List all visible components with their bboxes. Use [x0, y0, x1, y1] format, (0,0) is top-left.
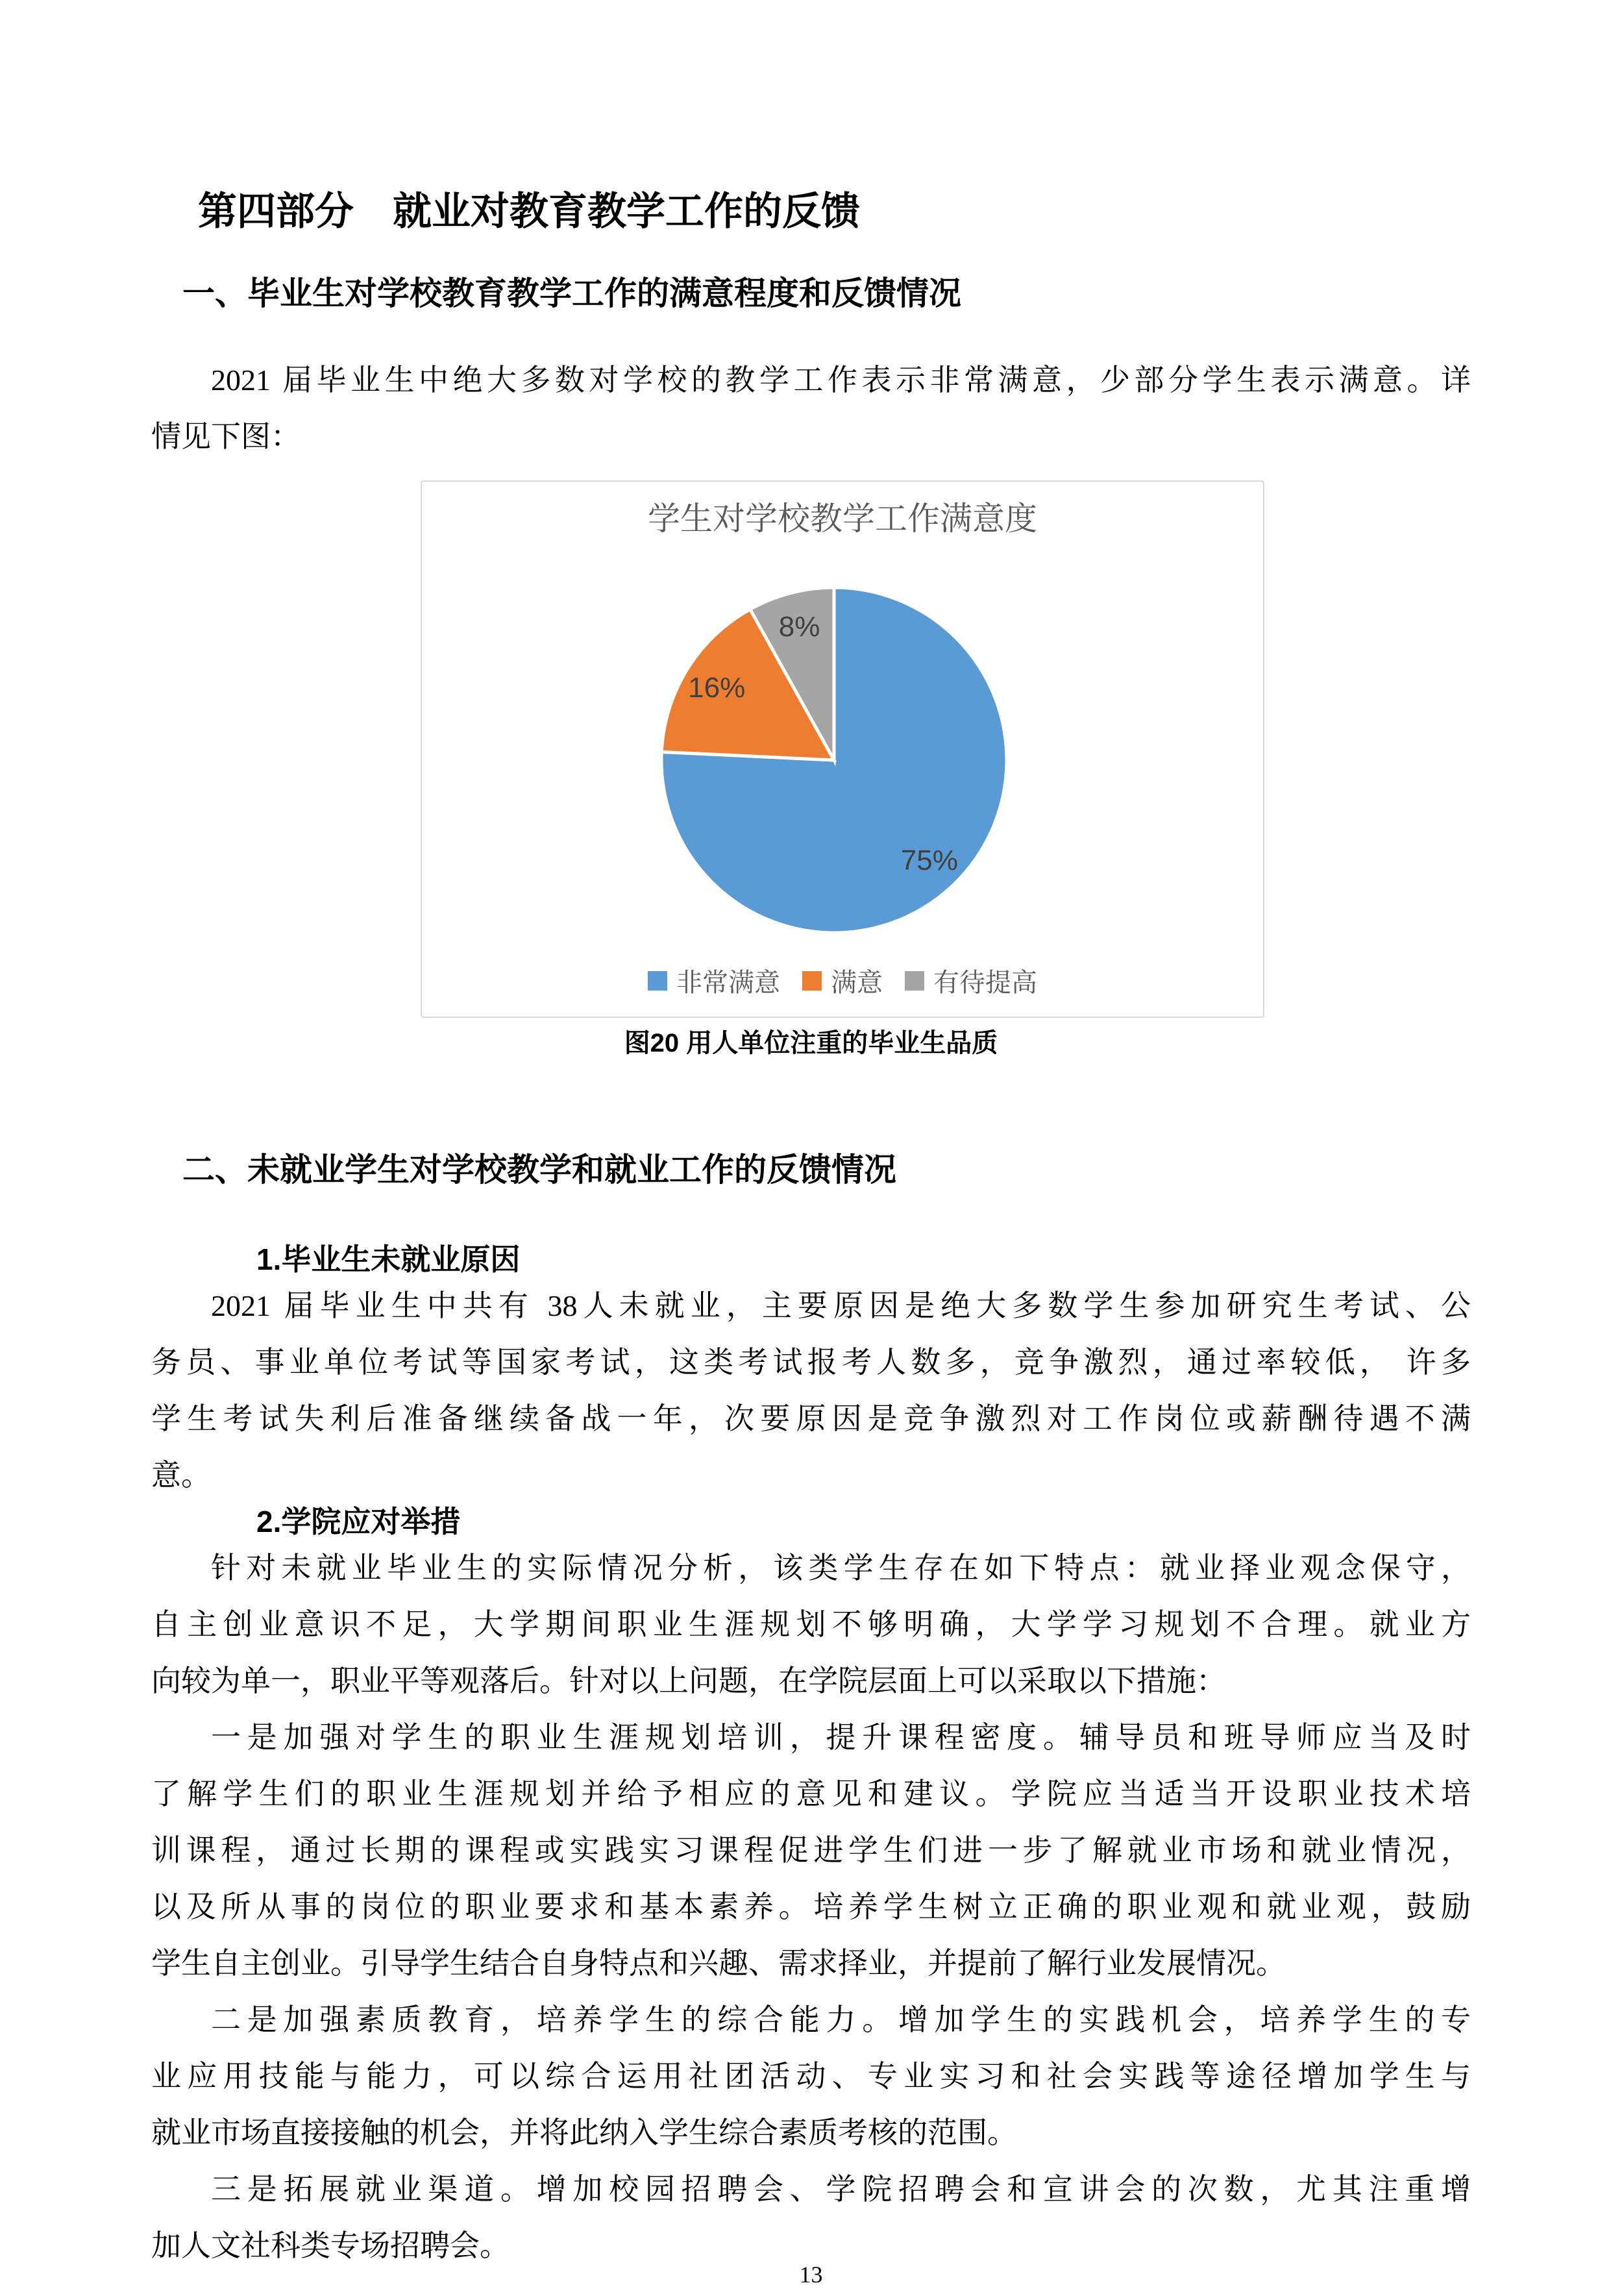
paragraph-measure-2: [151, 1992, 1471, 2161]
text-line: 情见下图：: [151, 420, 301, 453]
paragraph-measure-3: [151, 2161, 1471, 2274]
text-line: 学生考试失利后准备继续备战一年，次要原因是竞争激烈对工作岗位或薪酬待遇不满: [151, 1402, 1471, 1435]
paragraph-reasons: [151, 1278, 1471, 1503]
page-title: 第四部分 就业对教育教学工作的反馈: [198, 190, 860, 233]
text-line: 了解学生们的职业生涯规划并给予相应的意见和建议。学院应当适当开设职业技术培: [151, 1777, 1471, 1810]
text-line: 业应用技能与能力，可以综合运用社团活动、专业实习和社会实践等途径增加学生与: [151, 2060, 1471, 2093]
text-line: 2021 届毕业生中共有 38人未就业，主要原因是绝大多数学生参加研究生考试、公: [211, 1289, 1471, 1322]
text-line: 向较为单一，职业平等观落后。针对以上问题，在学院层面上可以采取以下措施：: [151, 1664, 1226, 1697]
legend-label: 有待提高: [933, 969, 1037, 997]
legend-swatch-orange-icon: [802, 971, 822, 991]
pie-label-0: 75%: [900, 845, 958, 877]
paragraph-measure-1: [151, 1709, 1471, 1992]
legend-label: 非常满意: [676, 969, 780, 997]
text-line: 务员、事业单位考试等国家考试，这类考试报考人数多，竞争激烈，通过率较低， 许多: [151, 1346, 1471, 1379]
text-line: 一是加强对学生的职业生涯规划培训，提升课程密度。辅导员和班导师应当及时: [211, 1721, 1471, 1754]
text-line: 针对未就业毕业生的实际情况分析，该类学生存在如下特点：就业择业观念保守，: [211, 1551, 1471, 1585]
pie-label-1: 16%: [688, 671, 746, 704]
figure-caption: 图20 用人单位注重的毕业生品质: [624, 1029, 998, 1057]
text-line: 二是加强素质教育，培养学生的综合能力。增加学生的实践机会，培养学生的专: [211, 2003, 1471, 2036]
section-2-heading: 二、未就业学生对学校教学和就业工作的反馈情况: [182, 1152, 896, 1188]
text-line: 就业市场直接接触的机会，并将此纳入学生综合素质考核的范围。: [151, 2116, 1017, 2149]
text-line: 自主创业意识不足，大学期间职业生涯规划不够明确，大学学习规划不合理。就业方: [151, 1608, 1471, 1641]
text-line: 意。: [151, 1459, 211, 1492]
legend-swatch-blue-icon: [648, 971, 667, 991]
paragraph-analysis: [151, 1540, 1471, 1709]
text-line: 三是拓展就业渠道。增加校园招聘会、学院招聘会和宣讲会的次数，尤其注重增: [211, 2173, 1471, 2206]
text-line: 加人文社科类专场招聘会。: [151, 2229, 510, 2262]
legend-label: 满意: [831, 969, 883, 997]
text-line: 以及所从事的岗位的职业要求和基本素养。培养学生树立正确的职业观和就业观，鼓励: [151, 1890, 1471, 1923]
legend-item: [802, 962, 883, 999]
subsection-1-heading: 1.毕业生未就业原因: [256, 1242, 521, 1276]
chart-legend: [422, 962, 1263, 999]
text-line: 2021 届毕业生中绝大多数对学校的教学工作表示非常满意，少部分学生表示满意。详: [211, 364, 1471, 397]
chart-title: 学生对学校教学工作满意度: [648, 500, 1037, 537]
legend-item: [905, 962, 1037, 999]
legend-swatch-gray-icon: [905, 971, 924, 991]
section-1-heading: 一、毕业生对学校教育教学工作的满意程度和反馈情况: [182, 275, 961, 312]
pie-chart-frame: [421, 480, 1264, 1018]
legend-item: [648, 962, 780, 999]
paragraph-intro: [151, 352, 1471, 465]
pie-chart: [422, 482, 1263, 1017]
text-line: 训课程，通过长期的课程或实践实习课程促进学生们进一步了解就业市场和就业情况，: [151, 1834, 1471, 1867]
page-number: 13: [799, 2262, 823, 2288]
subsection-2-heading: 2.学院应对举措: [256, 1505, 461, 1538]
text-line: 学生自主创业。引导学生结合自身特点和兴趣、需求择业，并提前了解行业发展情况。: [151, 1947, 1286, 1980]
pie-label-2: 8%: [778, 611, 820, 643]
